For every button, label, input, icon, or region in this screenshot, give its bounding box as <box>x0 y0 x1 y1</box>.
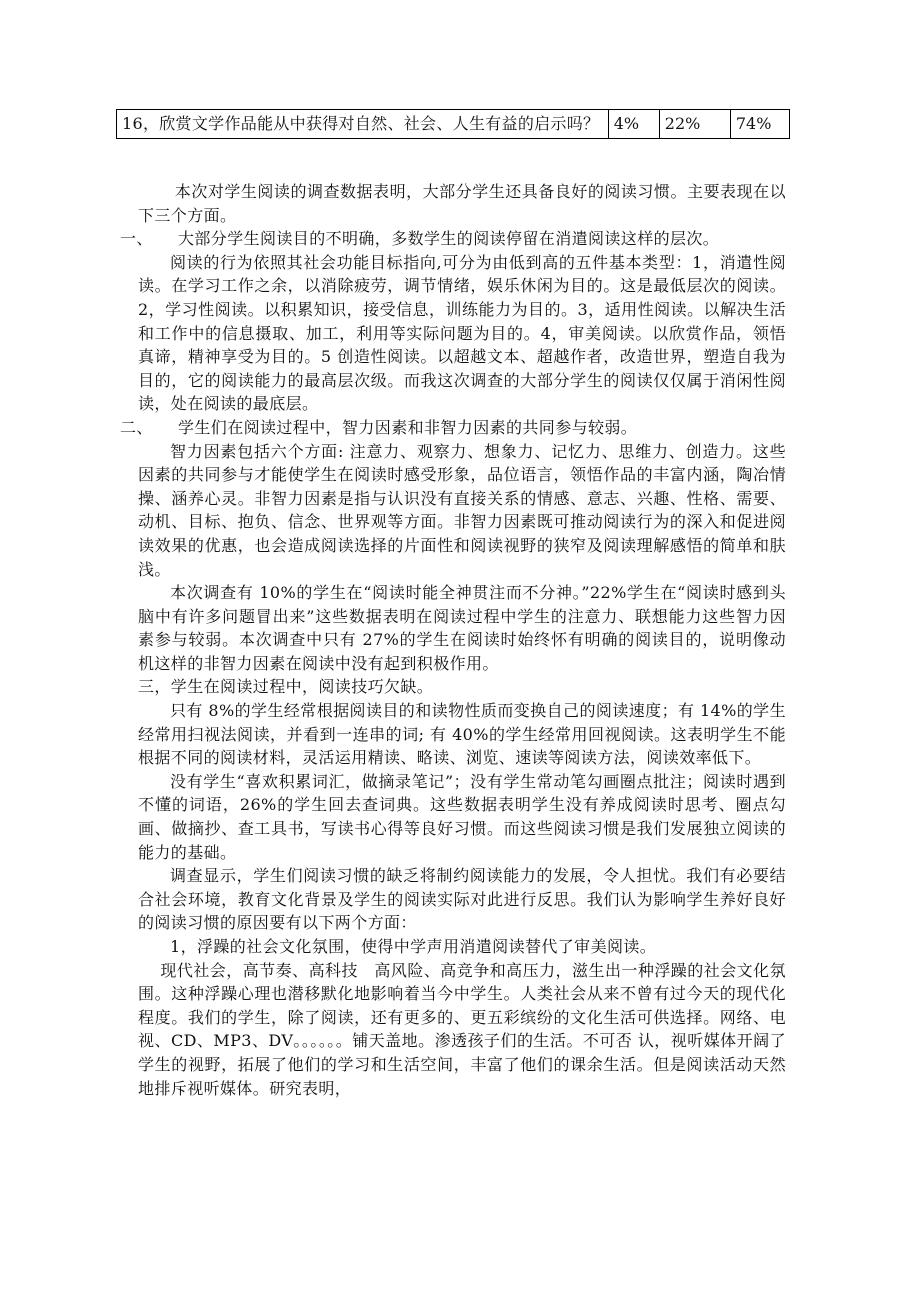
heading-two <box>114 416 786 440</box>
percent-cell-a: 4% <box>608 110 659 139</box>
percent-cell-b: 22% <box>659 110 730 139</box>
paragraph-intelligence-factors: 智力因素包括六个方面: 注意力、观察力、想象力、记忆力、思维力、创造力。这些因素的共同参与才能使学生在阅读时感受形象，品位语言，领悟作品的丰富内涵，陶冶情操、涵养心灵。非智力因素是指与认识没有直接关系的情感、意志、兴趣、性格、需要、动机、目标、抱负、信念、世界观等方面。非智力因素既可推动阅读行为的深入和促进阅读效果的优惠，也会造成阅读选择的片面性和阅读视野的狭窄及阅读理解感悟的简单和肤浅。 <box>138 441 786 579</box>
paragraph-reason-one: 1，浮躁的社会文化氛围，使得中学声用消遣阅读替代了审美阅读。 <box>170 937 657 956</box>
question-cell: 16，欣赏文学作品能从中获得对自然、社会、人生有益的启示吗？ <box>117 110 609 139</box>
heading-three: 三，学生在阅读过程中，阅读技巧欠缺。 <box>138 677 434 697</box>
heading-two-text: 学生们在阅读过程中，智力因素和非智力因素的共同参与较弱。 <box>178 417 638 437</box>
paragraph-reading-types: 阅读的行为依照其社会功能目标指向,可分为由低到高的五件基本类型：1，消遣性阅读。在学习工作之余，以消除疲劳，调节情绪，娱乐休闲为目的。这是最低层次的阅读。2，学习性阅读。以积累知识，接受信息，训练能力为目的。3，适用性阅读。以解决生活和工作中的信息摄取、加工，利用等实际问题为目的。4，审美阅读。以欣赏作品，领悟真谛，精神享受为目的。5 创造性阅读。以超越文本、超越作者，改造世界，塑造自我为目的，它的阅读能力的最高层次级。而我这次调查的大部分学生的阅读仅仅属于消闲性阅读，处在阅读的最底层。 <box>138 252 786 414</box>
paragraph-reading-habits: 没有学生“喜欢积累词汇，做摘录笔记”；没有学生常动笔勾画圈点批注；阅读时遇到不懂的词语，26%的学生回去查词典。这些数据表明学生没有养成阅读时思考、圈点勾画、做摘抄、查工具书，写读书心得等良好习惯。而这些阅读习惯是我们发展独立阅读的能力的基础。 <box>138 771 786 862</box>
paragraph-survey-results: 本次调查有 10%的学生在“阅读时能全神贯注而不分神。”22%学生在“阅读时感到头脑中有许多问题冒出来”这些数据表明在阅读过程中学生的注意力、联想能力这些智力因素参与较弱。本次调查中只有 27%的学生在阅读时始终怀有明确的阅读目的，说明像动机这样的非智力因素在阅读中没有起到积极作用。 <box>138 583 786 673</box>
heading-one <box>114 227 786 251</box>
heading-one-text: 大部分学生阅读目的不明确，多数学生的阅读停留在消遣阅读这样的层次。 <box>178 229 720 249</box>
body-text <box>120 180 786 1100</box>
paragraph-reflection: 调查显示，学生们阅读习惯的缺乏将制约阅读能力的发展，令人担忧。我们有必要结合社会环境，教育文化背景及学生的阅读实际对此进行反思。我们认为影响学生养好良好的阅读习惯的原因要有以下两个方面： <box>138 866 786 933</box>
paragraph-reading-speed: 只有 8%的学生经常根据阅读目的和读物性质而变换自己的阅读速度；有 14%的学生经常用扫视法阅读，并看到一连串的词; 有 40%的学生经常用回视阅读。这表明学生不能根据不同的阅读材料，灵活运用精读、略读、浏览、速读等阅读方法，阅读效率低下。 <box>138 701 786 768</box>
survey-table <box>116 109 790 139</box>
paragraph-modern-society: 现代社会，高节奏、高科技 高风险、高竞争和高压力，滋生出一种浮躁的社会文化氛围。这种浮躁心理也潜移默化地影响着当今中学生。人类社会从来不曾有过今天的现代化程度。我们的学生，除了阅读，还有更多的、更五彩缤纷的文化生活可供选择。网络、电视、CD、MP3、DV。。。。。。铺天盖地。渗透孩子们的生活。不可否 认，视听媒体开阔了学生的视野，拓展了他们的学习和生活空间，丰富了他们的课余生活。但是阅读活动天然地排斥视听媒体。研究表明， <box>138 960 786 1098</box>
percent-cell-c: 74% <box>730 110 789 139</box>
heading-one-number: 一、 <box>120 229 153 249</box>
table-row <box>117 110 790 139</box>
heading-two-number: 二、 <box>120 417 153 437</box>
paragraph-intro: 本次对学生阅读的调查数据表明，大部分学生还具备良好的阅读习惯。主要表现在以下三个方面。 <box>138 182 786 225</box>
